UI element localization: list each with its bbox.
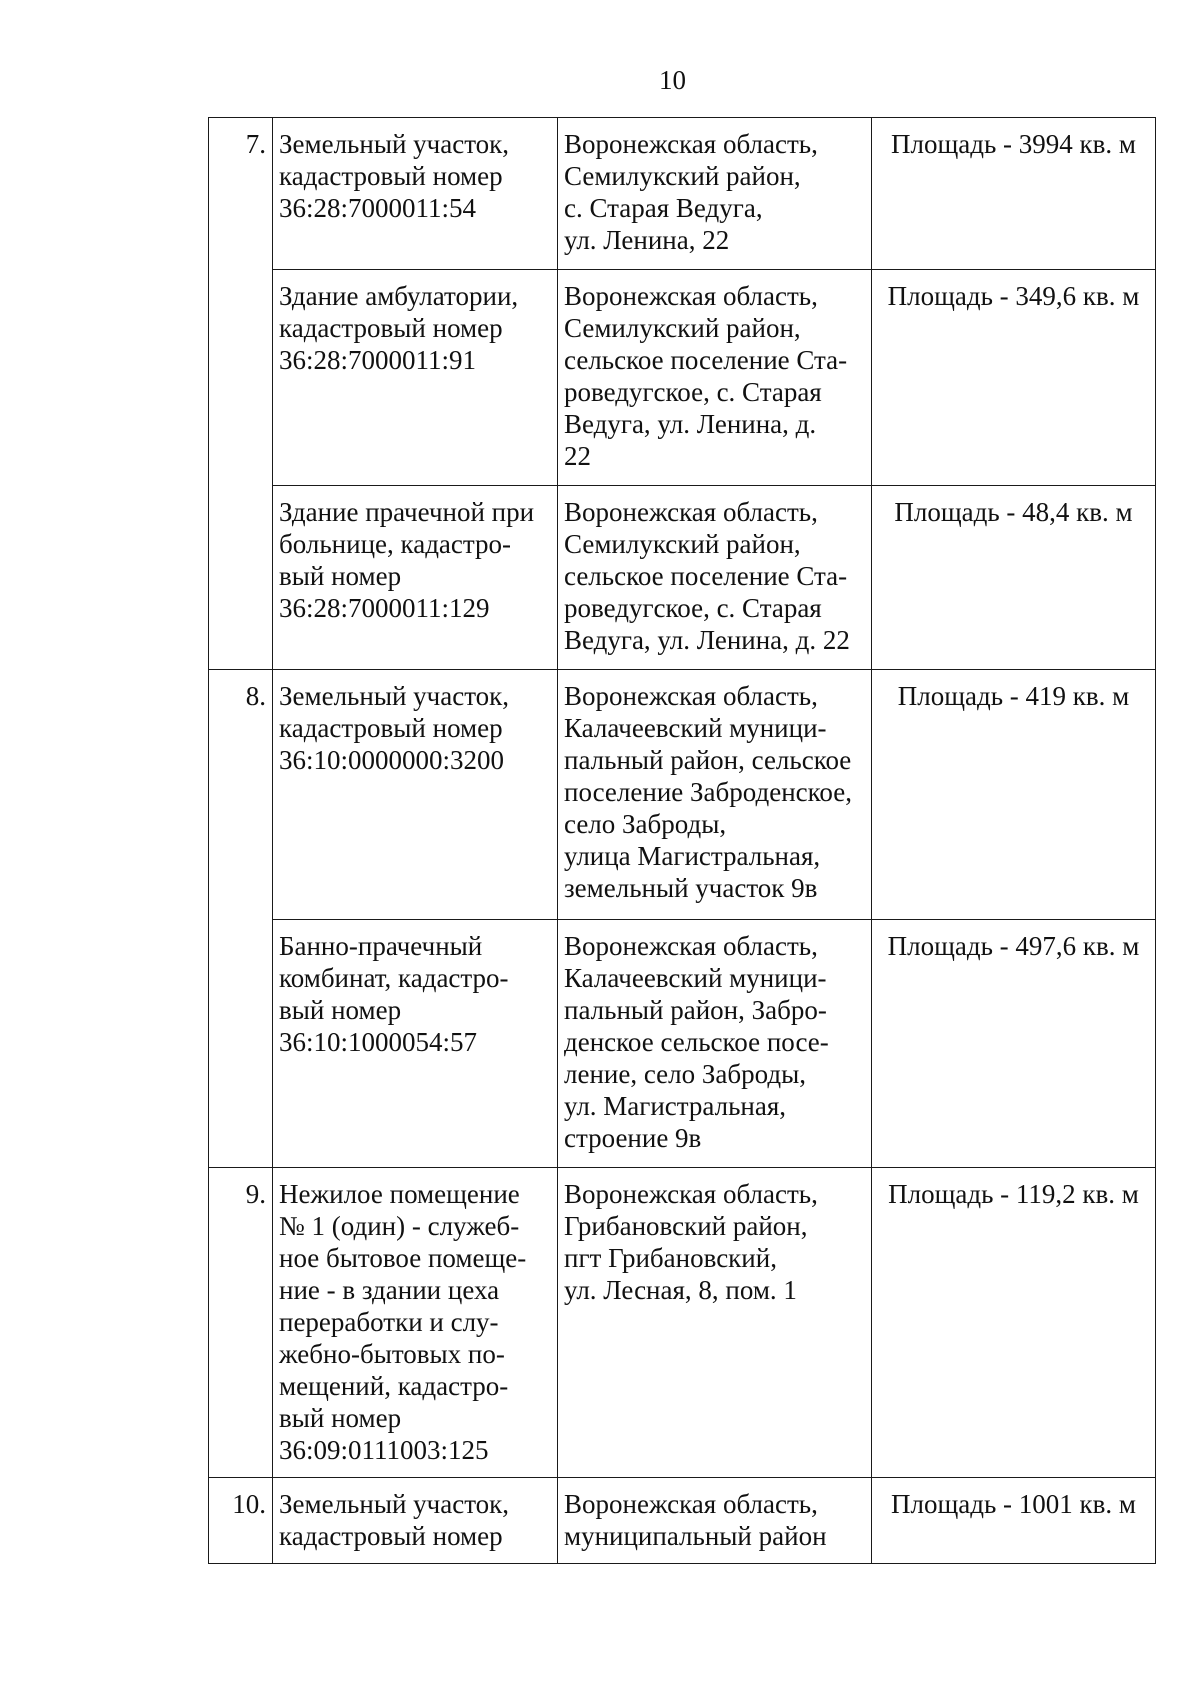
item-number: 7.	[209, 118, 273, 670]
object-address: Воронежская область, Калачеевский муници- пальный район, сельское поселение Заброденское, село Заброды, улица Магистральная, земельный участок 9в	[558, 670, 872, 920]
object-area: Площадь - 119,2 кв. м	[872, 1168, 1156, 1478]
property-table	[208, 117, 1156, 1564]
item-number: 8.	[209, 670, 273, 1168]
object-area: Площадь - 419 кв. м	[872, 670, 1156, 920]
object-area: Площадь - 1001 кв. м	[872, 1478, 1156, 1564]
object-description: Земельный участок, кадастровый номер	[273, 1478, 558, 1564]
object-area: Площадь - 3994 кв. м	[872, 118, 1156, 270]
table-row	[209, 670, 1156, 920]
item-number: 9.	[209, 1168, 273, 1478]
object-address: Воронежская область, Семилукский район, сельское поселение Ста- роведугское, с. Старая Ведуга, ул. Ленина, д. 22	[558, 486, 872, 670]
object-address: Воронежская область, Семилукский район, с. Старая Ведуга, ул. Ленина, 22	[558, 118, 872, 270]
table-row	[209, 270, 1156, 486]
item-number: 10.	[209, 1478, 273, 1564]
table-row	[209, 920, 1156, 1168]
object-description: Здание амбулатории, кадастровый номер 36:28:7000011:91	[273, 270, 558, 486]
object-area: Площадь - 497,6 кв. м	[872, 920, 1156, 1168]
object-description: Земельный участок, кадастровый номер 36:10:0000000:3200	[273, 670, 558, 920]
table-row	[209, 1168, 1156, 1478]
object-area: Площадь - 48,4 кв. м	[872, 486, 1156, 670]
object-address: Воронежская область, муниципальный район	[558, 1478, 872, 1564]
object-description: Земельный участок, кадастровый номер 36:28:7000011:54	[273, 118, 558, 270]
object-description: Нежилое помещение № 1 (один) - служеб- ное бытовое помеще- ние - в здании цеха переработки и слу- жебно-бытовых по- мещений, кадастро- вый номер 36:09:0111003:125	[273, 1168, 558, 1478]
object-address: Воронежская область, Грибановский район, пгт Грибановский, ул. Лесная, 8, пом. 1	[558, 1168, 872, 1478]
table-row	[209, 118, 1156, 270]
object-description: Банно-прачечный комбинат, кадастро- вый номер 36:10:1000054:57	[273, 920, 558, 1168]
table-row	[209, 486, 1156, 670]
object-address: Воронежская область, Семилукский район, сельское поселение Ста- роведугское, с. Старая Ведуга, ул. Ленина, д. 22	[558, 270, 872, 486]
page-number: 10	[659, 65, 686, 95]
object-address: Воронежская область, Калачеевский муници- пальный район, Забро- денское сельское посе- ление, село Заброды, ул. Магистральная, строение 9в	[558, 920, 872, 1168]
table-row	[209, 1478, 1156, 1564]
object-area: Площадь - 349,6 кв. м	[872, 270, 1156, 486]
object-description: Здание прачечной при больнице, кадастро- вый номер 36:28:7000011:129	[273, 486, 558, 670]
